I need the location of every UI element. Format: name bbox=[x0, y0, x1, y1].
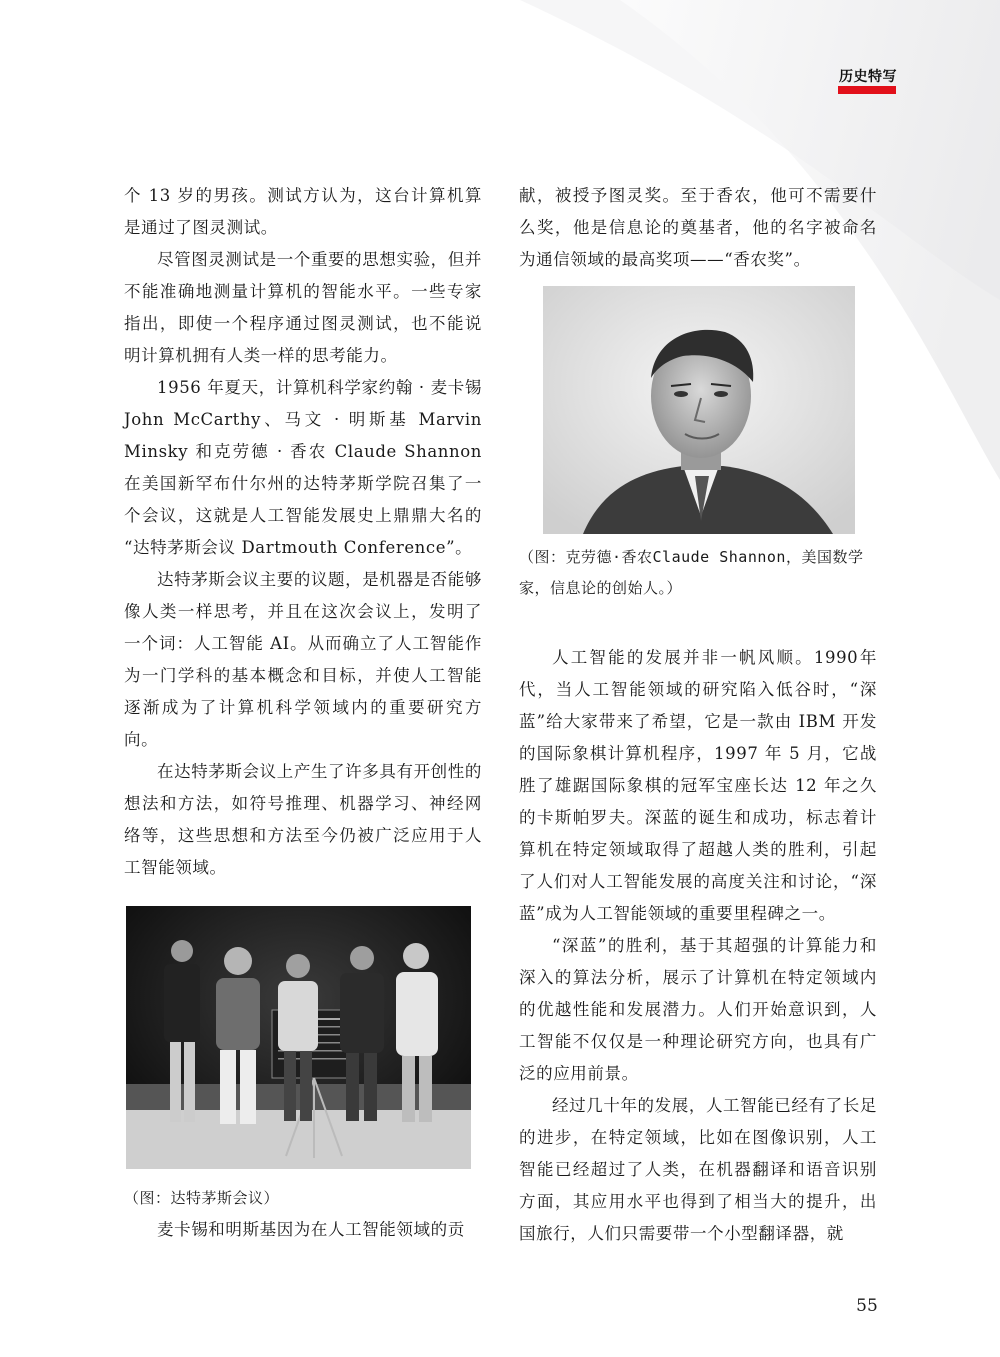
paragraph: 尽管图灵测试是一个重要的思想实验，但并不能准确地测量计算机的智能水平。一些专家指出，即使一个程序通过图灵测试，也不能说明计算机拥有人类一样的思考能力。 bbox=[124, 250, 482, 365]
paragraph: 达特茅斯会议主要的议题，是机器是否能够像人类一样思考，并且在这次会议上，发明了一个词：人工智能 AI。从而确立了人工智能作为一门学科的基本概念和目标，并使人工智能逐渐成为了计算机科学领域内的重要研究方向。 bbox=[124, 570, 482, 749]
paragraph: 1956 年夏天，计算机科学家约翰 · 麦卡锡 John McCarthy、马文 · 明斯基 Marvin Minsky 和克劳德 · 香农 Claude Shannon 在美国新罕布什尔州的达特茅斯学院召集了一个会议，这就是人工智能发展史上鼎鼎大名的 “达特茅斯会议 Dartmouth Conference”。 bbox=[124, 378, 482, 557]
paragraph: 麦卡锡和明斯基因为在人工智能领域的贡 bbox=[157, 1220, 465, 1239]
photo-caption: （图：达特茅斯会议） bbox=[124, 1189, 280, 1207]
paragraph: 经过几十年的发展，人工智能已经有了长足的进步，在特定领域，比如在图像识别，人工智能已经超过了人类，在机器翻译和语音识别方面，其应用水平也得到了相当大的提升，出国旅行，人们只需要带一个小型翻译器，就 bbox=[519, 1096, 877, 1243]
page-number: 55 bbox=[856, 1296, 878, 1316]
paragraph: 个 13 岁的男孩。测试方认为，这台计算机算是通过了图灵测试。 bbox=[124, 186, 482, 237]
paragraph: 献，被授予图灵奖。至于香农，他可不需要什么奖，他是信息论的奠基者，他的名字被命名为通信领域的最高奖项——“香农奖”。 bbox=[519, 186, 877, 269]
dartmouth-conference-photo bbox=[126, 906, 471, 1169]
paragraph: 人工智能的发展并非一帆风顺。1990年代，当人工智能领域的研究陷入低谷时，“深蓝”给大家带来了希望，它是一款由 IBM 开发的国际象棋计算机程序，1997 年 5 月，它战胜了雄踞国际象棋的冠军宝座长达 12 年之久的卡斯帕罗夫。深蓝的诞生和成功，标志着计算机在特定领域取得了超越人类的胜利，引起了人们对人工智能发展的高度关注和讨论，“深蓝”成为人工智能领域的重要里程碑之一。 bbox=[519, 648, 877, 923]
claude-shannon-portrait bbox=[543, 286, 855, 534]
paragraph: 在达特茅斯会议上产生了许多具有开创性的想法和方法，如符号推理、机器学习、神经网络等，这些思想和方法至今仍被广泛应用于人工智能领域。 bbox=[124, 762, 482, 877]
photo-caption: （图：克劳德·香农Claude Shannon，美国数学家，信息论的创始人。） bbox=[519, 548, 864, 597]
paragraph: “深蓝”的胜利，基于其超强的计算能力和深入的算法分析，展示了计算机在特定领域内的优越性能和发展潜力。人们开始意识到，人工智能不仅仅是一种理论研究方向，也具有广泛的应用前景。 bbox=[519, 936, 877, 1083]
left-column bbox=[124, 180, 482, 1246]
section-accent-bar bbox=[838, 86, 896, 94]
section-label: 历史特写 bbox=[839, 69, 897, 85]
right-column bbox=[519, 180, 877, 1250]
